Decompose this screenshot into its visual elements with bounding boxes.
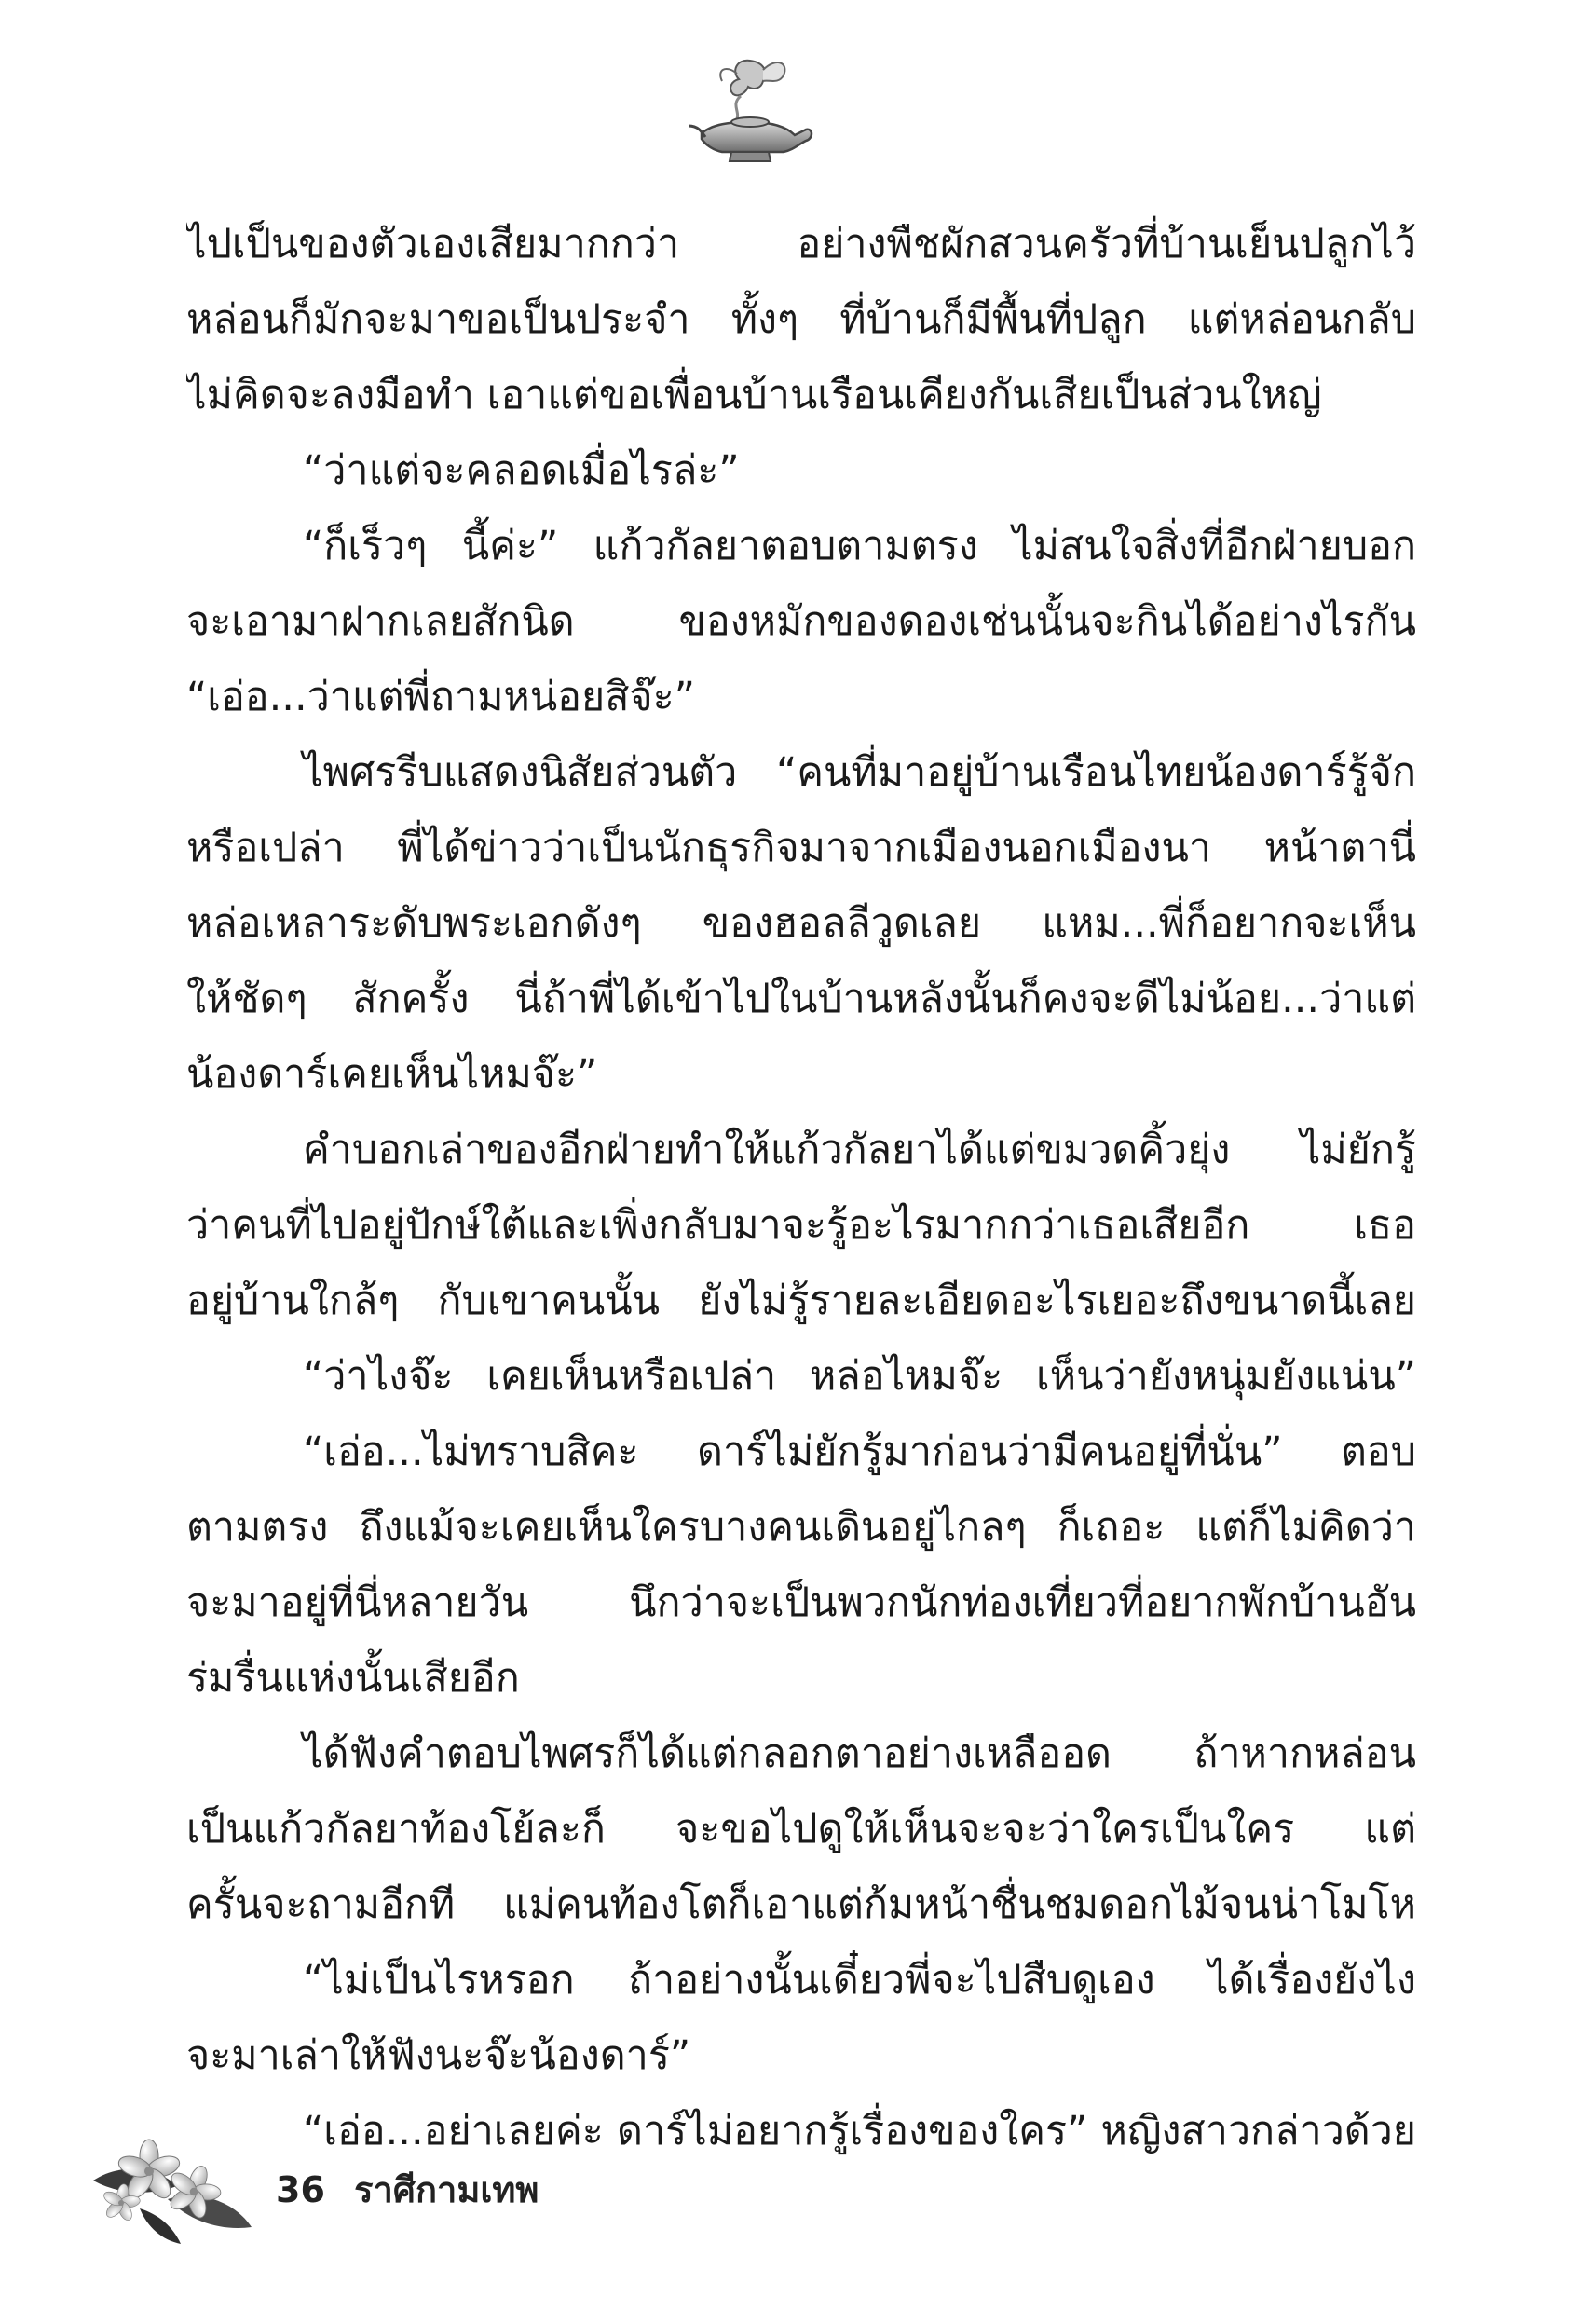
text-line: ไปเป็นของตัวเองเสียมากกว่า อย่างพืชผักสวนครัวที่บ้านเย็นปลูกไว้ (186, 221, 1416, 267)
text-line: “ก็เร็วๆ นี้ค่ะ” แก้วกัลยาตอบตามตรง ไม่สนใจสิ่งที่อีกฝ่ายบอก (303, 523, 1416, 569)
text-line: อยู่บ้านใกล้ๆ กับเขาคนนั้น ยังไม่รู้รายละเอียดอะไรเยอะถึงขนาดนี้เลย (186, 1278, 1416, 1324)
text-line: ให้ชัดๆ สักครั้ง นี่ถ้าพี่ได้เข้าไปในบ้านหลังนั้นก็คงจะดีไม่น้อย...ว่าแต่ (186, 976, 1416, 1022)
text-line: หล่อนก็มักจะมาขอเป็นประจำ ทั้งๆ ที่บ้านก็มีพื้นที่ปลูก แต่หล่อนกลับ (186, 296, 1416, 343)
text-line: “เอ่อ...ไม่ทราบสิคะ ดาร์ไม่ยักรู้มาก่อนว่ามีคนอยู่ที่นั่น” ตอบ (303, 1429, 1416, 1475)
text-line: ครั้นจะถามอีกที แม่คนท้องโตก็เอาแต่ก้มหน้าชื่นชมดอกไม้จนน่าโมโห (186, 1881, 1416, 1928)
text-line: เป็นแก้วกัลยาท้องโย้ละก็ จะขอไปดูให้เห็นจะจะว่าใครเป็นใคร แต่ (186, 1806, 1416, 1853)
text-line: “ไม่เป็นไรหรอก ถ้าอย่างนั้นเดี๋ยวพี่จะไปสืบดูเอง ได้เรื่องยังไง (303, 1957, 1416, 2003)
page-number: 36 (276, 2169, 325, 2210)
text-line: น้องดาร์เคยเห็นไหมจ๊ะ” (186, 1051, 598, 1098)
text-line: ร่มรื่นแห่งนั้นเสียอีก (186, 1655, 520, 1702)
text-line: จะมาอยู่ที่นี่หลายวัน นึกว่าจะเป็นพวกนักท่องเที่ยวที่อยากพักบ้านอัน (186, 1579, 1416, 1626)
text-line: ได้ฟังคำตอบไพศรก็ได้แต่กลอกตาอย่างเหลืออด ถ้าหากหล่อน (303, 1730, 1416, 1777)
body-text (186, 207, 1416, 2169)
frangipani-flower-icon (84, 2134, 261, 2246)
text-line: หรือเปล่า พี่ได้ข่าวว่าเป็นนักธุรกิจมาจากเมืองนอกเมืองนา หน้าตานี่ (186, 825, 1416, 871)
text-line: จะเอามาฝากเลยสักนิด ของหมักของดองเช่นนั้นจะกินได้อย่างไรกัน (186, 598, 1416, 645)
genie-lamp-icon (685, 51, 815, 168)
text-line: “ว่าไงจ๊ะ เคยเห็นหรือเปล่า หล่อไหมจ๊ะ เห็นว่ายังหนุ่มยังแน่น” (303, 1353, 1416, 1400)
book-title: ราศีกามเทพ (354, 2169, 539, 2210)
text-line: “เอ่อ...อย่าเลยค่ะ ดาร์ไม่อยากรู้เรื่องของใคร” หญิงสาวกล่าวด้วย (303, 2108, 1416, 2154)
text-line: ไม่คิดจะลงมือทำ เอาแต่ขอเพื่อนบ้านเรือนเคียงกันเสียเป็นส่วนใหญ่ (186, 372, 1322, 418)
text-line: หล่อเหลาระดับพระเอกดังๆ ของฮอลลีวูดเลย แหม...พี่ก็อยากจะเห็น (186, 900, 1416, 947)
text-line: ตามตรง ถึงแม้จะเคยเห็นใครบางคนเดินอยู่ไกลๆ ก็เถอะ แต่ก็ไม่คิดว่า (186, 1504, 1416, 1551)
page-footer (276, 2162, 539, 2218)
text-line: “เอ่อ...ว่าแต่พี่ถามหน่อยสิจ๊ะ” (186, 674, 696, 720)
text-line: จะมาเล่าให้ฟังนะจ๊ะน้องดาร์” (186, 2032, 691, 2079)
text-line: คำบอกเล่าของอีกฝ่ายทำให้แก้วกัลยาได้แต่ขมวดคิ้วยุ่ง ไม่ยักรู้ (303, 1127, 1416, 1173)
text-line: ไพศรรีบแสดงนิสัยส่วนตัว “คนที่มาอยู่บ้านเรือนไทยน้องดาร์รู้จัก (303, 749, 1416, 796)
text-line: “ว่าแต่จะคลอดเมื่อไรล่ะ” (303, 447, 740, 494)
text-line: ว่าคนที่ไปอยู่ปักษ์ใต้และเพิ่งกลับมาจะรู้อะไรมากกว่าเธอเสียอีก เธอ (186, 1202, 1416, 1249)
